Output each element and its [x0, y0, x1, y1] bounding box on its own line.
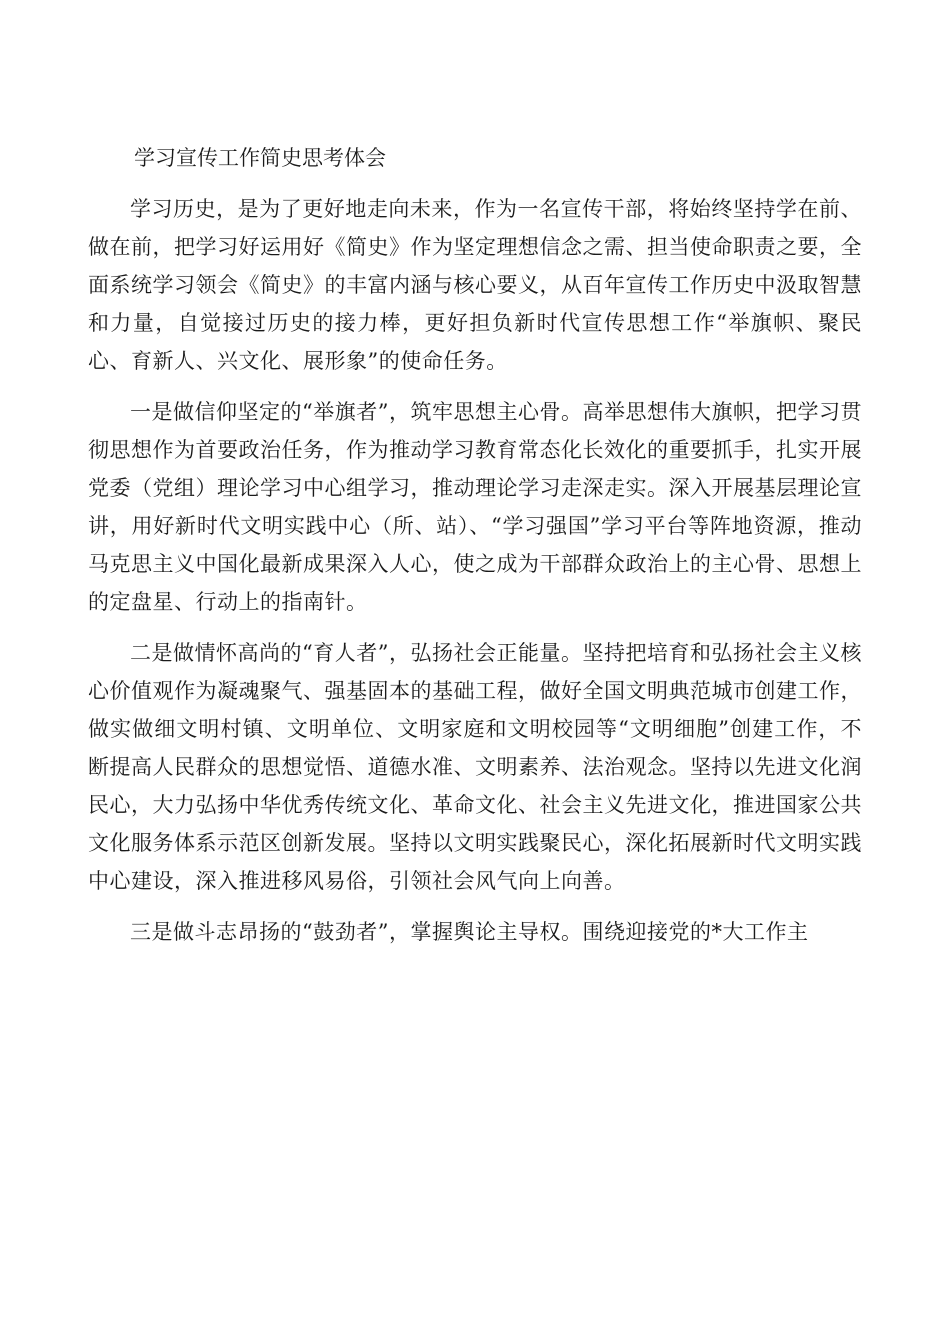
paragraph-point-two: 二是做情怀高尚的“育人者”，弘扬社会正能量。坚持把培育和弘扬社会主义核心价值观作为凝魂聚气、强基固本的基础工程，做好全国文明典范城市创建工作，做实做细文明村镇、文明单位、文明家庭和文明校园等“文明细胞”创建工作，不断提高人民群众的思想觉悟、道德水准、文明素养、法治观念。坚持以先进文化润民心，大力弘扬中华优秀传统文化、革命文化、社会主义先进文化，推进国家公共文化服务体系示范区创新发展。坚持以文明实践聚民心，深化拓展新时代文明实践中心建设，深入推进移风易俗，引领社会风气向上向善。 — [88, 641, 862, 893]
paragraph-intro: 学习历史，是为了更好地走向未来，作为一名宣传干部，将始终坚持学在前、做在前，把学习好运用好《简史》作为坚定理想信念之需、担当使命职责之要，全面系统学习领会《简史》的丰富内涵与核心要义，从百年宣传工作历史中汲取智慧和力量，自觉接过历史的接力棒，更好担负新时代宣传思想工作“举旗帜、聚民心、育新人、兴文化、展形象”的使命任务。 — [88, 197, 862, 373]
document-body — [88, 190, 862, 964]
document-title: 学习宣传工作简史思考体会 — [134, 146, 386, 170]
paragraph-point-three: 三是做斗志昂扬的“鼓劲者”，掌握舆论主导权。围绕迎接党的*大工作主 — [130, 920, 809, 944]
paragraph-point-one: 一是做信仰坚定的“举旗者”，筑牢思想主心骨。高举思想伟大旗帜，把学习贯彻思想作为首要政治任务，作为推动学习教育常态化长效化的重要抓手，扎实开展党委（党组）理论学习中心组学习，推动理论学习走深走实。深入开展基层理论宣讲，用好新时代文明实践中心（所、站）、“学习强国”学习平台等阵地资源，推动马克思主义中国化最新成果深入人心，使之成为干部群众政治上的主心骨、思想上的定盘星、行动上的指南针。 — [88, 400, 862, 614]
